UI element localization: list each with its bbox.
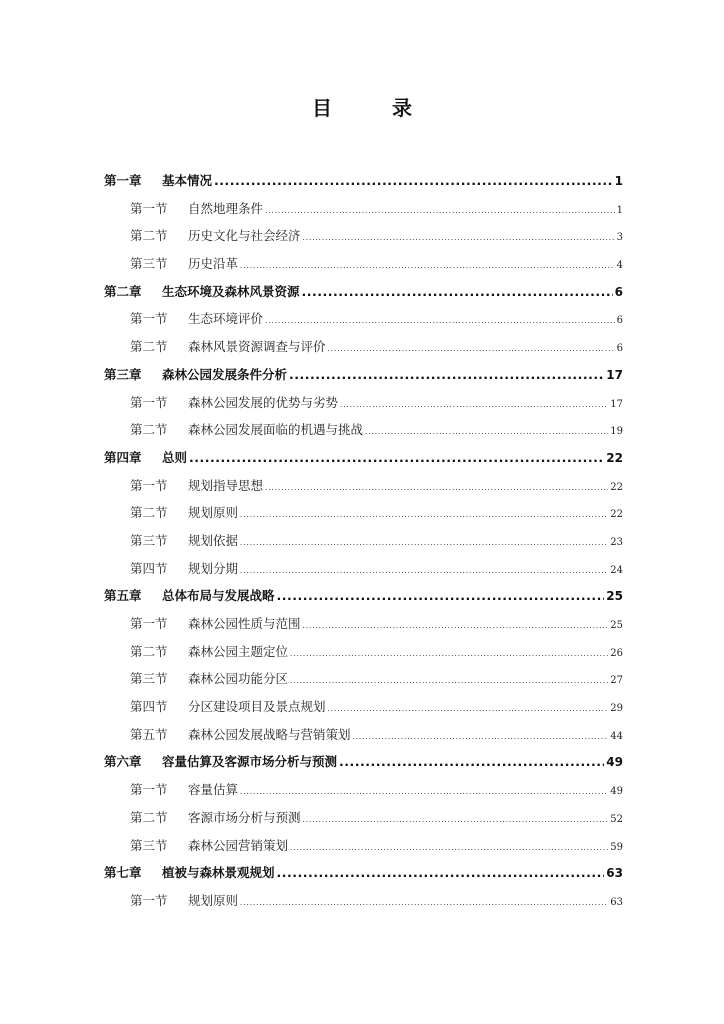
- toc-entry-page-number: 1: [614, 174, 623, 188]
- toc-entry-page-number: 29: [610, 703, 623, 715]
- toc-entry-page-number: 6: [616, 315, 623, 327]
- toc-entry-title: 森林公园营销策划: [188, 837, 289, 853]
- toc-entry-page-number: 44: [610, 730, 623, 742]
- toc-section-entry[interactable]: [104, 665, 623, 693]
- toc-entry-page-number: 23: [610, 536, 623, 548]
- toc-entry-page-number: 52: [610, 813, 623, 825]
- dot-leader: [290, 668, 608, 696]
- toc-entry-number: 第四节: [130, 560, 168, 576]
- toc-entry-number: 第一节: [130, 616, 168, 631]
- dot-leader: [328, 696, 609, 724]
- toc-entry-title: 规划原则: [188, 892, 239, 908]
- toc-chapter-entry[interactable]: [104, 748, 623, 776]
- toc-section-entry[interactable]: [104, 887, 623, 915]
- toc-section-entry[interactable]: [104, 416, 623, 444]
- page-title: 目 录: [312, 96, 432, 120]
- toc-section-entry[interactable]: [104, 195, 623, 223]
- toc-section-entry[interactable]: [104, 527, 623, 555]
- toc-entry-title: 自然地理条件: [188, 200, 264, 216]
- toc-entry-page-number: 63: [610, 896, 623, 908]
- toc-section-entry[interactable]: [104, 610, 623, 638]
- toc-chapter-entry[interactable]: [104, 167, 623, 195]
- dot-leader: [277, 582, 605, 610]
- dot-leader: [339, 748, 604, 776]
- toc-entry-title: 生态环境评价: [188, 311, 264, 327]
- toc-entry-page-number: 6: [614, 284, 623, 299]
- toc-entry-number: 第七章: [104, 865, 142, 881]
- toc-chapter-entry[interactable]: [104, 444, 623, 472]
- dot-leader: [289, 361, 604, 389]
- toc-entry-page-number: 19: [610, 426, 623, 438]
- toc-entry-number: 第五节: [130, 726, 168, 742]
- toc-entry-page-number: 49: [606, 755, 623, 770]
- toc-entry-title: 森林公园发展条件分析: [162, 366, 288, 382]
- dot-leader: [265, 475, 608, 503]
- dot-leader: [328, 336, 615, 364]
- toc-section-entry[interactable]: [104, 222, 623, 250]
- dot-leader: [303, 225, 615, 253]
- toc-entry-page-number: 27: [610, 675, 623, 687]
- toc-entry-number: 第一节: [130, 477, 168, 493]
- dot-leader: [265, 308, 615, 336]
- dot-leader: [265, 198, 615, 226]
- toc-section-entry[interactable]: [104, 638, 623, 666]
- toc-entry-title: 森林公园发展的优势与劣势: [188, 394, 339, 410]
- toc-entry-number: 第二节: [130, 643, 168, 659]
- toc-entry-number: 第一章: [104, 173, 142, 188]
- toc-entry-title: 总则: [162, 449, 188, 465]
- toc-entry-title: 容量估算: [188, 782, 239, 798]
- toc-entry-page-number: 6: [616, 343, 623, 355]
- toc-entry-number: 第二节: [130, 422, 168, 438]
- toc-entry-title: 总体布局与发展战略: [162, 588, 275, 604]
- dot-leader: [240, 779, 608, 807]
- toc-entry-page-number: 3: [616, 232, 623, 244]
- toc-entry-page-number: 4: [616, 260, 623, 272]
- toc-entry-title: 规划原则: [188, 505, 239, 521]
- toc-entry-title: 森林公园主题定位: [188, 643, 289, 659]
- toc-entry-number: 第一节: [130, 311, 168, 327]
- toc-section-entry[interactable]: [104, 499, 623, 527]
- toc-entry-page-number: 17: [610, 398, 623, 410]
- toc-entry-page-number: 25: [606, 589, 623, 604]
- dot-leader: [303, 613, 609, 641]
- dot-leader: [277, 859, 605, 887]
- toc-entry-number: 第一节: [130, 782, 168, 798]
- toc-section-entry[interactable]: [104, 721, 623, 749]
- toc-entry-title: 分区建设项目及景点规划: [188, 699, 326, 715]
- toc-entry-number: 第四节: [130, 699, 168, 715]
- toc-entry-number: 第三节: [130, 671, 168, 687]
- toc-entry-number: 第二节: [130, 809, 168, 825]
- toc-entry-title: 森林公园性质与范围: [188, 616, 301, 631]
- toc-entry-title: 容量估算及客源市场分析与预测: [162, 754, 338, 770]
- toc-entry-page-number: 22: [610, 509, 623, 521]
- toc-entry-title: 客源市场分析与预测: [188, 809, 301, 825]
- toc-entry-title: 植被与森林景观规划: [162, 865, 275, 881]
- toc-entry-page-number: 26: [610, 647, 623, 659]
- dot-leader: [302, 278, 613, 306]
- toc-section-entry[interactable]: [104, 776, 623, 804]
- dot-leader: [240, 502, 608, 530]
- toc-entry-title: 森林风景资源调查与评价: [188, 339, 326, 355]
- toc-entry-page-number: 59: [610, 841, 623, 853]
- dot-leader: [240, 530, 608, 558]
- toc-entry-page-number: 63: [606, 866, 623, 881]
- toc-entry-title: 森林公园发展面临的机遇与挑战: [188, 422, 364, 438]
- toc-section-entry[interactable]: [104, 832, 623, 860]
- toc-entry-number: 第一节: [130, 394, 168, 410]
- toc-entry-title: 规划指导思想: [188, 477, 264, 493]
- toc-entry-page-number: 22: [610, 481, 623, 493]
- toc-entry-number: 第二节: [130, 228, 168, 244]
- dot-leader: [340, 392, 608, 420]
- toc-entry-title: 历史文化与社会经济: [188, 228, 301, 244]
- toc-section-entry[interactable]: [104, 250, 623, 278]
- toc-entry-number: 第二节: [130, 505, 168, 521]
- toc-chapter-entry[interactable]: [104, 859, 623, 887]
- toc-chapter-entry[interactable]: [104, 278, 623, 306]
- dot-leader: [365, 419, 608, 447]
- dot-leader: [240, 558, 608, 586]
- toc-section-entry[interactable]: [104, 555, 623, 583]
- toc-section-entry[interactable]: [104, 305, 623, 333]
- toc-section-entry[interactable]: [104, 472, 623, 500]
- toc-entry-number: 第一节: [130, 892, 168, 908]
- toc-entry-number: 第五章: [104, 588, 142, 604]
- toc-entry-title: 历史沿革: [188, 256, 239, 272]
- toc-entry-number: 第二节: [130, 339, 168, 355]
- toc-entry-number: 第六章: [104, 754, 142, 770]
- toc-section-entry[interactable]: [104, 389, 623, 417]
- toc-entry-number: 第一节: [130, 200, 168, 216]
- toc-chapter-entry[interactable]: [104, 361, 623, 389]
- toc-entry-number: 第三节: [130, 837, 168, 853]
- table-of-contents: [104, 167, 623, 915]
- toc-entry-page-number: 22: [606, 450, 623, 465]
- toc-entry-title: 森林公园功能分区: [188, 671, 289, 687]
- toc-section-entry[interactable]: [104, 804, 623, 832]
- toc-entry-page-number: 49: [610, 786, 623, 798]
- toc-entry-number: 第三章: [104, 366, 142, 382]
- toc-chapter-entry[interactable]: [104, 582, 623, 610]
- toc-entry-number: 第三节: [130, 532, 168, 548]
- toc-section-entry[interactable]: [104, 333, 623, 361]
- dot-leader: [240, 253, 615, 281]
- dot-leader: [214, 167, 613, 195]
- dot-leader: [189, 444, 604, 472]
- toc-entry-title: 规划依据: [188, 532, 239, 548]
- dot-leader: [303, 807, 609, 835]
- toc-entry-title: 规划分期: [188, 560, 239, 576]
- dot-leader: [240, 890, 608, 918]
- toc-entry-title: 森林公园发展战略与营销策划: [188, 726, 351, 742]
- toc-entry-page-number: 24: [610, 564, 623, 576]
- dot-leader: [290, 835, 608, 863]
- toc-entry-page-number: 1: [616, 204, 623, 216]
- toc-entry-number: 第四章: [104, 449, 142, 465]
- dot-leader: [353, 724, 609, 752]
- toc-entry-number: 第二章: [104, 283, 142, 299]
- toc-entry-number: 第三节: [130, 256, 168, 272]
- dot-leader: [290, 641, 608, 669]
- toc-entry-title: 生态环境及森林风景资源: [162, 283, 300, 299]
- toc-entry-page-number: 25: [610, 620, 623, 631]
- toc-section-entry[interactable]: [104, 693, 623, 721]
- toc-entry-page-number: 17: [606, 367, 623, 382]
- toc-entry-title: 基本情况: [162, 173, 213, 188]
